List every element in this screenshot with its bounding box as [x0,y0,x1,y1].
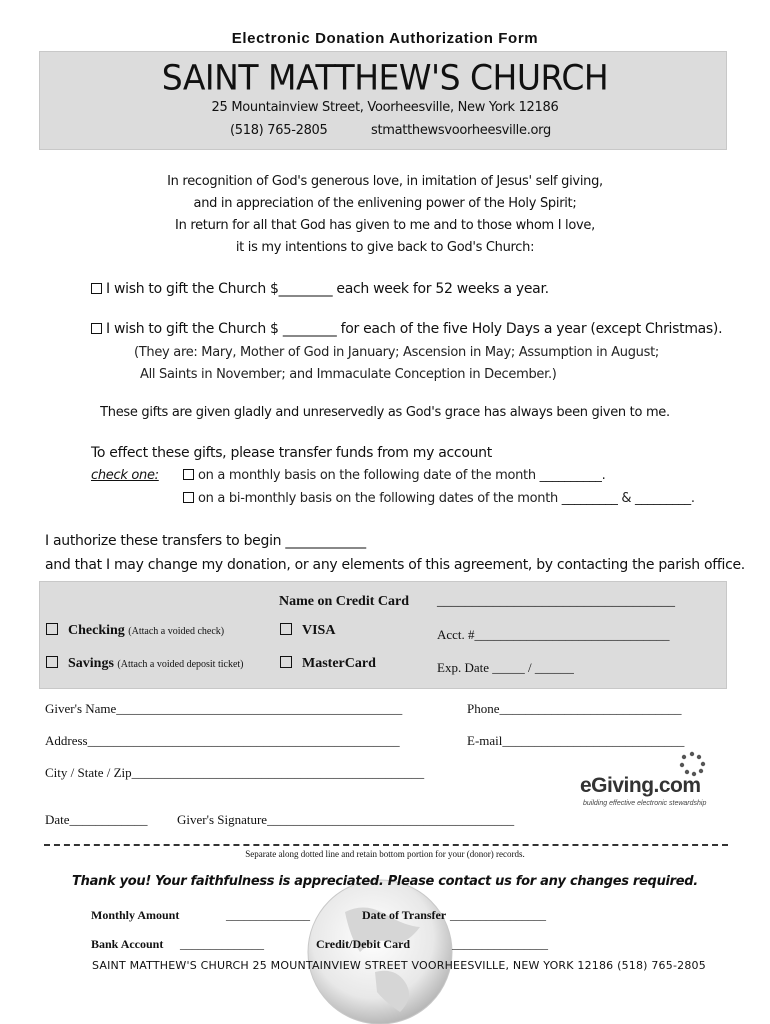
intro-line: and in appreciation of the enlivening power of the Holy Spirit; [193,196,577,211]
name-on-card-label: Name on Credit Card [279,594,410,609]
separator-note: Separate along dotted line and retain bottom portion for your (donor) records. [245,849,525,859]
intro-line: it is my intentions to give back to God's Church: [235,240,535,255]
signature-field[interactable]: Giver's Signature______________________________________ [177,812,515,827]
giver-name-field[interactable]: Giver's Name____________________________________________ [45,701,403,716]
pledge-weekly-checkbox[interactable] [91,283,102,294]
phone-field[interactable]: Phone____________________________ [467,701,682,716]
checking-option[interactable] [46,623,224,639]
mastercard-label: MasterCard [302,656,376,671]
date-of-transfer-field[interactable]: ________________ [450,908,546,922]
pledge-holy-days-text: I wish to gift the Church $ ________ for each of the five Holy Days a year (except Christmas). [106,321,723,337]
church-website: stmatthewsvoorheesville.org [371,123,551,138]
change-line: and that I may change my donation, or any elements of this agreement, by contacting the parish office. [45,557,745,573]
footer-church-info: SAINT MATTHEW'S CHURCH 25 MOUNTAINVIEW STREET VOORHEESVILLE, NEW YORK 12186 (518) 765-2805 [92,959,706,972]
pledge-holy-days-checkbox[interactable] [91,323,102,334]
church-phone: (518) 765-2805 [230,123,328,138]
thank-you-message: Thank you! Your faithfulness is appreciated. Please contact us for any changes required. [72,874,698,889]
visa-option[interactable] [280,623,335,639]
monthly-amount-field[interactable]: ______________ [226,908,310,922]
option-monthly-checkbox[interactable] [183,469,194,480]
check-one-label: check one: [91,468,159,483]
egiving-logo [580,748,710,810]
gifts-statement: These gifts are given gladly and unreservedly as God's grace has always been given to me. [100,405,670,420]
address-field[interactable]: Address________________________________________________ [45,733,400,748]
savings-checkbox[interactable] [46,656,58,668]
monthly-amount-label: Monthly Amount [91,908,180,922]
checking-checkbox[interactable] [46,623,58,635]
option-monthly-text: on a monthly basis on the following date of the month __________. [198,468,606,483]
checking-note: (Attach a voided check) [128,626,225,637]
date-of-transfer-label: Date of Transfer [362,908,447,922]
mastercard-checkbox[interactable] [280,656,292,668]
pledge-holy-days-option[interactable] [91,321,722,337]
option-monthly[interactable] [183,468,605,483]
egiving-logo-text: eGiving.com [580,774,701,797]
pledge-weekly-option[interactable] [91,281,549,297]
savings-option[interactable] [46,656,244,672]
visa-label: VISA [302,623,336,638]
acct-number-field[interactable]: Acct. #______________________________ [437,627,670,642]
option-bimonthly[interactable] [183,491,695,506]
authorize-line: I authorize these transfers to begin ____________ [45,533,366,549]
exp-date-field[interactable]: Exp. Date _____ / ______ [437,660,574,675]
email-field[interactable]: E-mail____________________________ [467,733,685,748]
date-field[interactable]: Date____________ [45,812,148,827]
credit-debit-label: Credit/Debit Card [316,937,411,951]
bank-account-label: Bank Account [91,937,164,951]
name-on-card-field[interactable]: __________________________________ [437,594,675,609]
church-name: SAINT MATTHEW'S CHURCH [161,57,609,98]
credit-debit-field[interactable]: ________________ [452,937,548,951]
city-state-zip-field[interactable]: City / State / Zip_____________________________________________ [45,765,425,780]
mastercard-option[interactable] [280,656,376,672]
pledge-weekly-text: I wish to gift the Church $________ each week for 52 weeks a year. [106,281,549,297]
option-bimonthly-checkbox[interactable] [183,492,194,503]
savings-label: Savings [68,656,114,671]
egiving-tagline: building effective electronic stewardship [583,800,707,807]
intro-line: In return for all that God has given to me and to those whom I love, [175,218,595,233]
church-address: 25 Mountainview Street, Voorheesville, New York 12186 [211,100,559,115]
bank-account-field[interactable]: ______________ [180,937,264,951]
dotted-separator-line [44,844,728,846]
transfer-heading: To effect these gifts, please transfer funds from my account [91,445,492,461]
intro-line: In recognition of God's generous love, in imitation of Jesus' self giving, [167,174,603,189]
savings-note: (Attach a voided deposit ticket) [117,659,244,670]
option-bimonthly-text: on a bi-monthly basis on the following dates of the month _________ & _________. [198,491,695,506]
visa-checkbox[interactable] [280,623,292,635]
checking-label: Checking [68,623,125,638]
form-title: Electronic Donation Authorization Form [231,30,539,47]
holy-days-note: (They are: Mary, Mother of God in January; Ascension in May; Assumption in August; [134,345,659,360]
holy-days-note: All Saints in November; and Immaculate Conception in December.) [140,367,557,382]
